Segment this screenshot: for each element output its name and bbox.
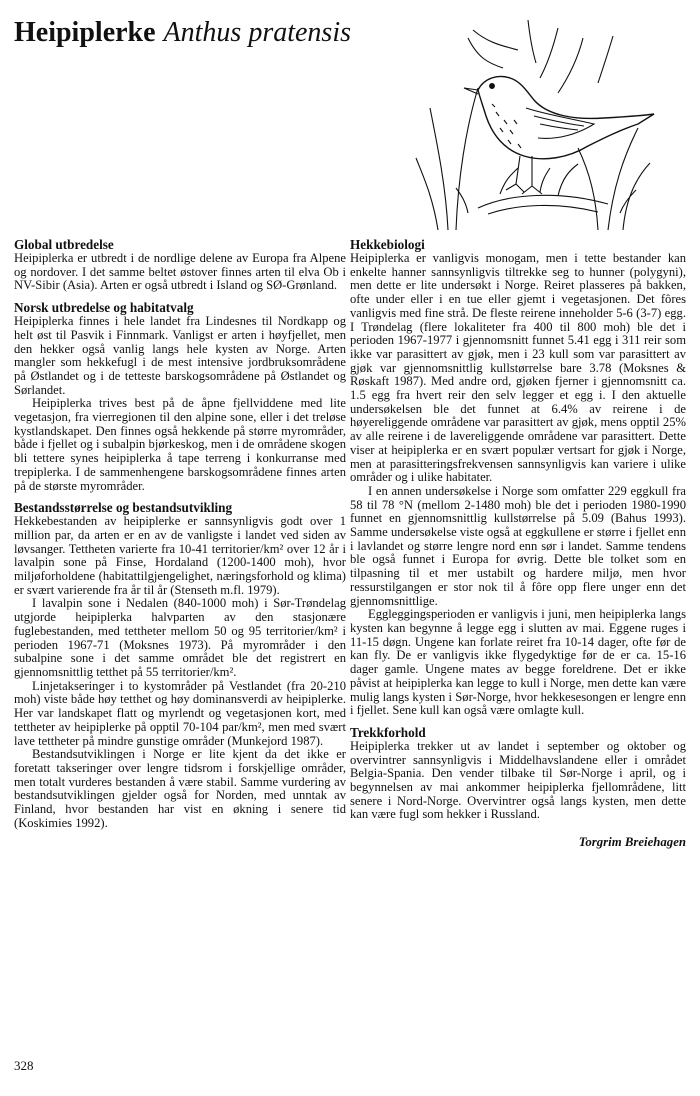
paragraph: Heipiplerka er utbredt i de nordlige delene av Europa fra Alpene og nordover. I det samme beltet østover finnes arten til elva Ob i NV-Sibir (Asia). Arten er også utbredt i Island og SØ-Grønland. bbox=[14, 251, 346, 293]
author-signature: Torgrim Breiehagen bbox=[578, 835, 686, 850]
paragraph: Heipiplerka finnes i hele landet fra Lindesnes til Nordkapp og helt øst til Pasvik i Finnmark. Vanligst er arten i høyfjellet, men den hekker også vanlig langs hele kysten av Norge. Arten mangler som hekkefugl i de mest intensive jordbruksområdene på Østlandet og i de tetteste barskogsområdene på Østlandet og Sørlandet. bbox=[14, 314, 346, 397]
left-column bbox=[14, 238, 346, 838]
section-heading: Trekkforhold bbox=[350, 724, 426, 740]
paragraph: Hekkebestanden av heipiplerke er sannsynligvis godt over 1 million par, da arten er en av de vanligste i landet ved siden av løvsanger. Tettheten varierte fra 10-41 territorier/km² over 12 år i lavalpin sone på Finse, Hordaland (1200-1400 moh), hvor miljøforholdene (habitattilgjengelighet, næringsforhold og klima) er svært varierende fra år til år (Stenseth m.fl. 1979). bbox=[14, 514, 346, 597]
paragraph: Heipiplerka trekker ut av landet i september og oktober og overvintrer sannsynligvis i Middelhavslandene eller i området Belgia-Spania. Den vender tilbake til Sør-Norge i april, og i begynnelsen av mai ankommer heipiplerka fjellområdene, litt senere i Nord-Norge. Overvintrer også langs kysten, men dette kan være fugl som hekker i Russland. bbox=[350, 738, 686, 822]
title-norwegian: Heipiplerke bbox=[14, 17, 156, 48]
section-norwegian-distribution bbox=[14, 301, 346, 493]
section-heading: Norsk utbredelse og habitatvalg bbox=[14, 300, 194, 316]
section-breeding-biology bbox=[350, 238, 686, 718]
meadow-pipit-illustration bbox=[408, 8, 658, 233]
paragraph: I en annen undersøkelse i Norge som omfatter 229 eggkull fra 58 til 78 °N (mellom 2-1480 moh) ble det i perioden 1980-1990 funnet en gjennomsnittlig kullstørrelse på 5.09 (Bahus 1993). Samme undersøkelse viste også at eggkullene er større i fjellet enn i lavlandet og større lengre nord enn sør i landet. Samme tendens ble også funnet i Europa for øvrig. Dette ble tolket som en tilpasning til et mer ustabilt og hardere miljø, men hvor ressurstilgangen er stor nok til å fôre opp flere unger enn det gjennomsnittlige. bbox=[350, 483, 686, 608]
paragraph: Bestandsutviklingen i Norge er lite kjent da det ikke er foretatt takseringer over lengre tidsrom i forskjellige områder, men totalt vurderes bestanden å være stabil. Samme vurdering av bestandsutviklingen gjelder også for Norden, med unntak av Finland, hvor bestanden har vist en økning i senere tid (Koskimies 1992). bbox=[14, 747, 346, 830]
right-column bbox=[350, 238, 686, 850]
section-heading: Hekkebiologi bbox=[350, 237, 425, 252]
section-population bbox=[14, 501, 346, 830]
paragraph: Linjetakseringer i to kystområder på Vestlandet (fra 20-210 moh) viste både høy tetthet og høy dominansverdi av heipiplerke. Her var landskapet flatt og myrlendt og vegetasjonen kort, med tettheter av heipiplerke på opptil 70-104 par/km², men med svært lave tettheter på mindre gunstige områder (Munkejord 1987). bbox=[14, 678, 346, 748]
page-number: 328 bbox=[14, 1058, 34, 1073]
section-heading: Bestandsstørrelse og bestandsutvikling bbox=[14, 500, 233, 516]
page-title bbox=[14, 16, 351, 50]
section-global-distribution bbox=[14, 238, 346, 293]
paragraph: I lavalpin sone i Nedalen (840-1000 moh) i Sør-Trøndelag utgjorde heipiplerka halvparten av den stasjonære fuglebestanden, med tettheter mellom 50 og 95 territorier/km² i perioden 1967-71 (Moksnes 1973). På myrområder i den subalpine sone i det samme området ble det registrert en gjennomsnittlig tetthet på 55 territorier/km². bbox=[14, 596, 346, 679]
paragraph: Heipiplerka er vanligvis monogam, men i tette bestander kan enkelte hanner sannsynligvis tiltrekke seg to hunner (polygyni), men dette er lite undersøkt i Norge. Reiret plasseres på bakken, ofte under eller i en tue eller gjemt i vegetasjonen. Det fôres vanligvis med fine strå. De fleste reirene inneholder 5-6 (3-7) egg. I Trøndelag (flere lokaliteter fra 400 til 800 moh) ble det i perioden 1967-1977 i gjennomsnitt funnet 5.41 egg i 311 reir som ikke var parasittert av gjøk, men i 23 kull som var parasittert av gjøk var gjennomsnittlig kullstørrelse bare 3.78 (Moksnes & Røskaft 1987). Med andre ord, gjøken fjerner i gjennomsnitt ca. 1.5 egg fra hvert reir den selv legger et egg i. I den aktuelle undersøkelsen ble det funnet at 6.4% av reirene i de høyereliggende områdene var parasittert av gjøk, mens opptil 25% av alle reirene i de lavereliggende områdene var parasittert. Dette viser at heipiplerka er en svært populær vertsart for gjøk i Norge, men at parasitteringsfrekvensen sannsynligvis kan variere i ulike områder og i ulike habitater. bbox=[350, 251, 686, 485]
paragraph: Heipiplerka trives best på de åpne fjellviddene med lite vegetasjon, fra vierregionen til den alpine sone, eller i det treløse kystlandskapet. Den finnes også hekkende på større myrområder, både i fjellet og i subalpin bjørkeskog, men i de områdene skogen bli tettere synes heipiplerka å tape terreng i konkurranse med trepiplerka. I de sammenhengene barskogsområdene finnes arten på de største myrområder. bbox=[14, 396, 346, 493]
section-migration bbox=[350, 726, 686, 822]
section-heading: Global utbredelse bbox=[14, 237, 114, 252]
paragraph: Eggleggingsperioden er vanligvis i juni, men heipiplerka langs kysten kan begynne å legge egg i slutten av mai. Eggene ruges i 11-15 døgn. Ungene kan forlate reiret fra 10-14 dager, ofte før de kan fly. De er vanligvis ikke flygedyktige før de er ca. 15-16 dager gamle. Ungene mates av begge foreldrene. Det er ikke påvist at heipiplerka kan legge to kull i Norge, men dette kan være mulig langs kysten i Sør-Norge, hvor hekkesesongen er lengre enn i fjellet. Sene kull kan også være omlagte kull. bbox=[350, 607, 686, 718]
title-latin: Anthus pratensis bbox=[163, 17, 352, 48]
